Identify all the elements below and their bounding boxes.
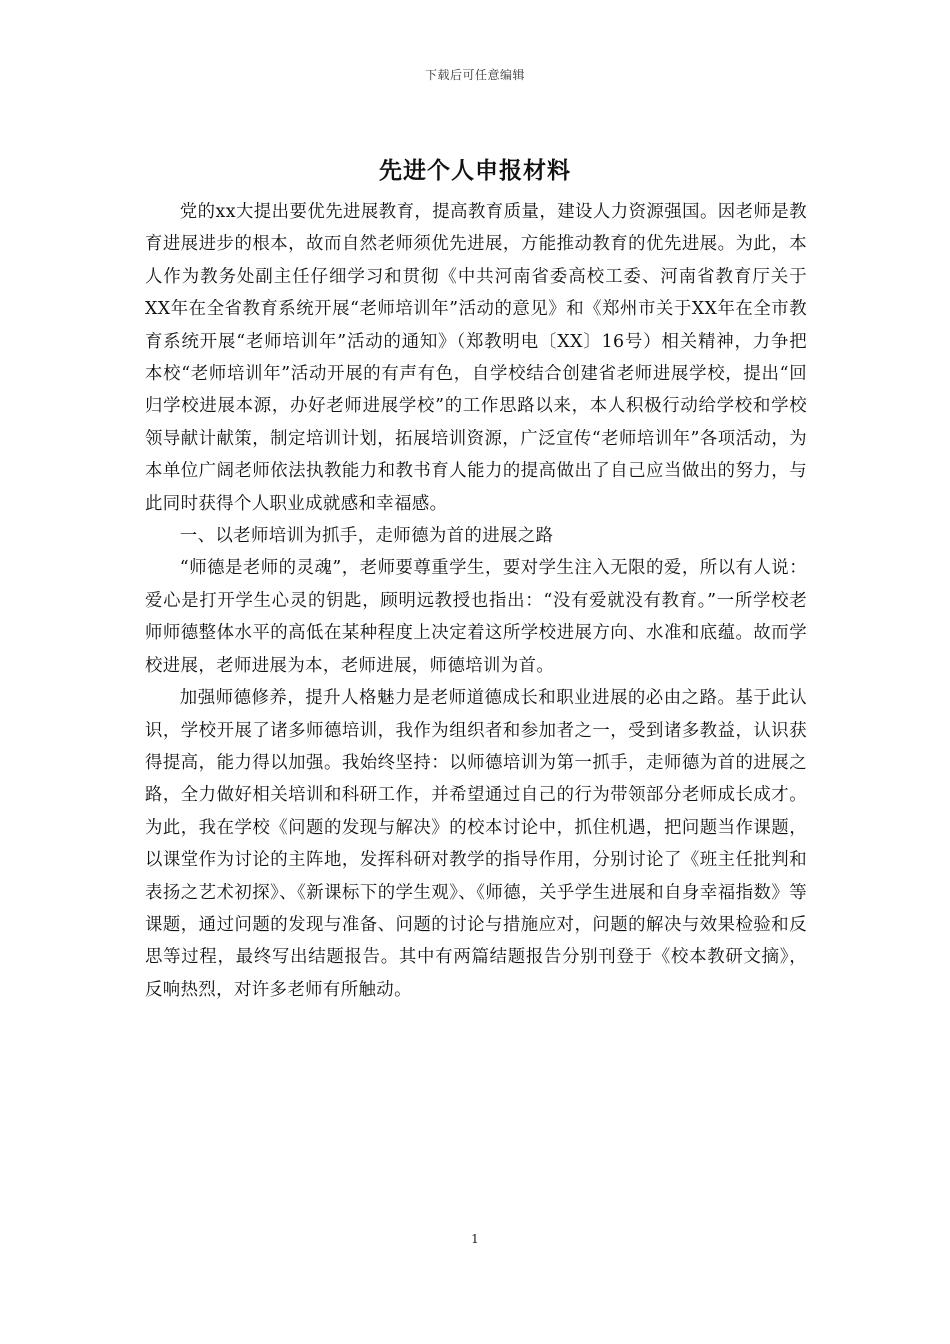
paragraph-intro: 党的xx大提出要优先进展教育，提高教育质量，建设人力资源强国。因老师是教育进展进步的根本，故而自然老师须优先进展，方能推动教育的优先进展。为此，本人作为教务处副主任仔细学习和贯彻《中共河南省委高校工委、河南省教育厅关于XX年在全省教育系统开展“老师培训年”活动的意见》和《郑州市关于XX年在全市教育系统开展“老师培训年”活动的通知》（郑教明电〔XX〕16号）相关精神，力争把本校“老师培训年”活动开展的有声有色，自学校结合创建省老师进展学校，提出“回归学校进展本源，办好老师进展学校”的工作思路以来，本人积极行动给学校和学校领导献计献策，制定培训计划，拓展培训资源，广泛宣传“老师培训年”各项活动，为本单位广阔老师依法执教能力和教书育人能力的提高做出了自己应当做出的努力，与此同时获得个人职业成就感和幸福感。 (145, 202, 807, 514)
paragraph-ethics-training: 加强师德修养，提升人格魅力是老师道德成长和职业进展的必由之路。基于此认识，学校开展了诸多师德培训，我作为组织者和参加者之一，受到诸多教益，认识获得提高，能力得以加强。我始终坚持：以师德培训为第一抓手，走师德为首的进展之路，全力做好相关培训和科研工作，并希望通过自己的行为带领部分老师成长成才。为此，我在学校《问题的发现与解决》的校本讨论中，抓住机遇，把问题当作课题，以课堂作为讨论的主阵地，发挥科研对教学的指导作用，分别讨论了《班主任批判和表扬之艺术初探》、《新课标下的学生观》、《师德，关乎学生进展和自身幸福指数》等课题，通过问题的发现与准备、问题的讨论与措施应对，问题的解决与效果检验和反思等过程，最终写出结题报告。其中有两篇结题报告分别刊登于《校本教研文摘》，反响热烈，对许多老师有所触动。 (145, 688, 807, 1000)
header-note: 下载后可任意编辑 (424, 68, 525, 82)
page-number: 1 (471, 1232, 479, 1246)
section-heading: 一、以老师培训为抓手，走师德为首的进展之路 (179, 526, 554, 547)
paragraph-teacher-ethics: “师德是老师的灵魂”，老师要尊重学生，要对学生注入无限的爱，所以有人说：爱心是打开学生心灵的钥匙，顾明远教授也指出：“没有爱就没有教育。”一所学校老师师德整体水平的高低在某种程度上决定着这所学校进展方向、水准和底蕴。故而学校进展，老师进展为本，老师进展，师德培训为首。 (145, 558, 807, 676)
document-title: 先进个人申报材料 (379, 157, 571, 184)
document-body (145, 196, 807, 1006)
